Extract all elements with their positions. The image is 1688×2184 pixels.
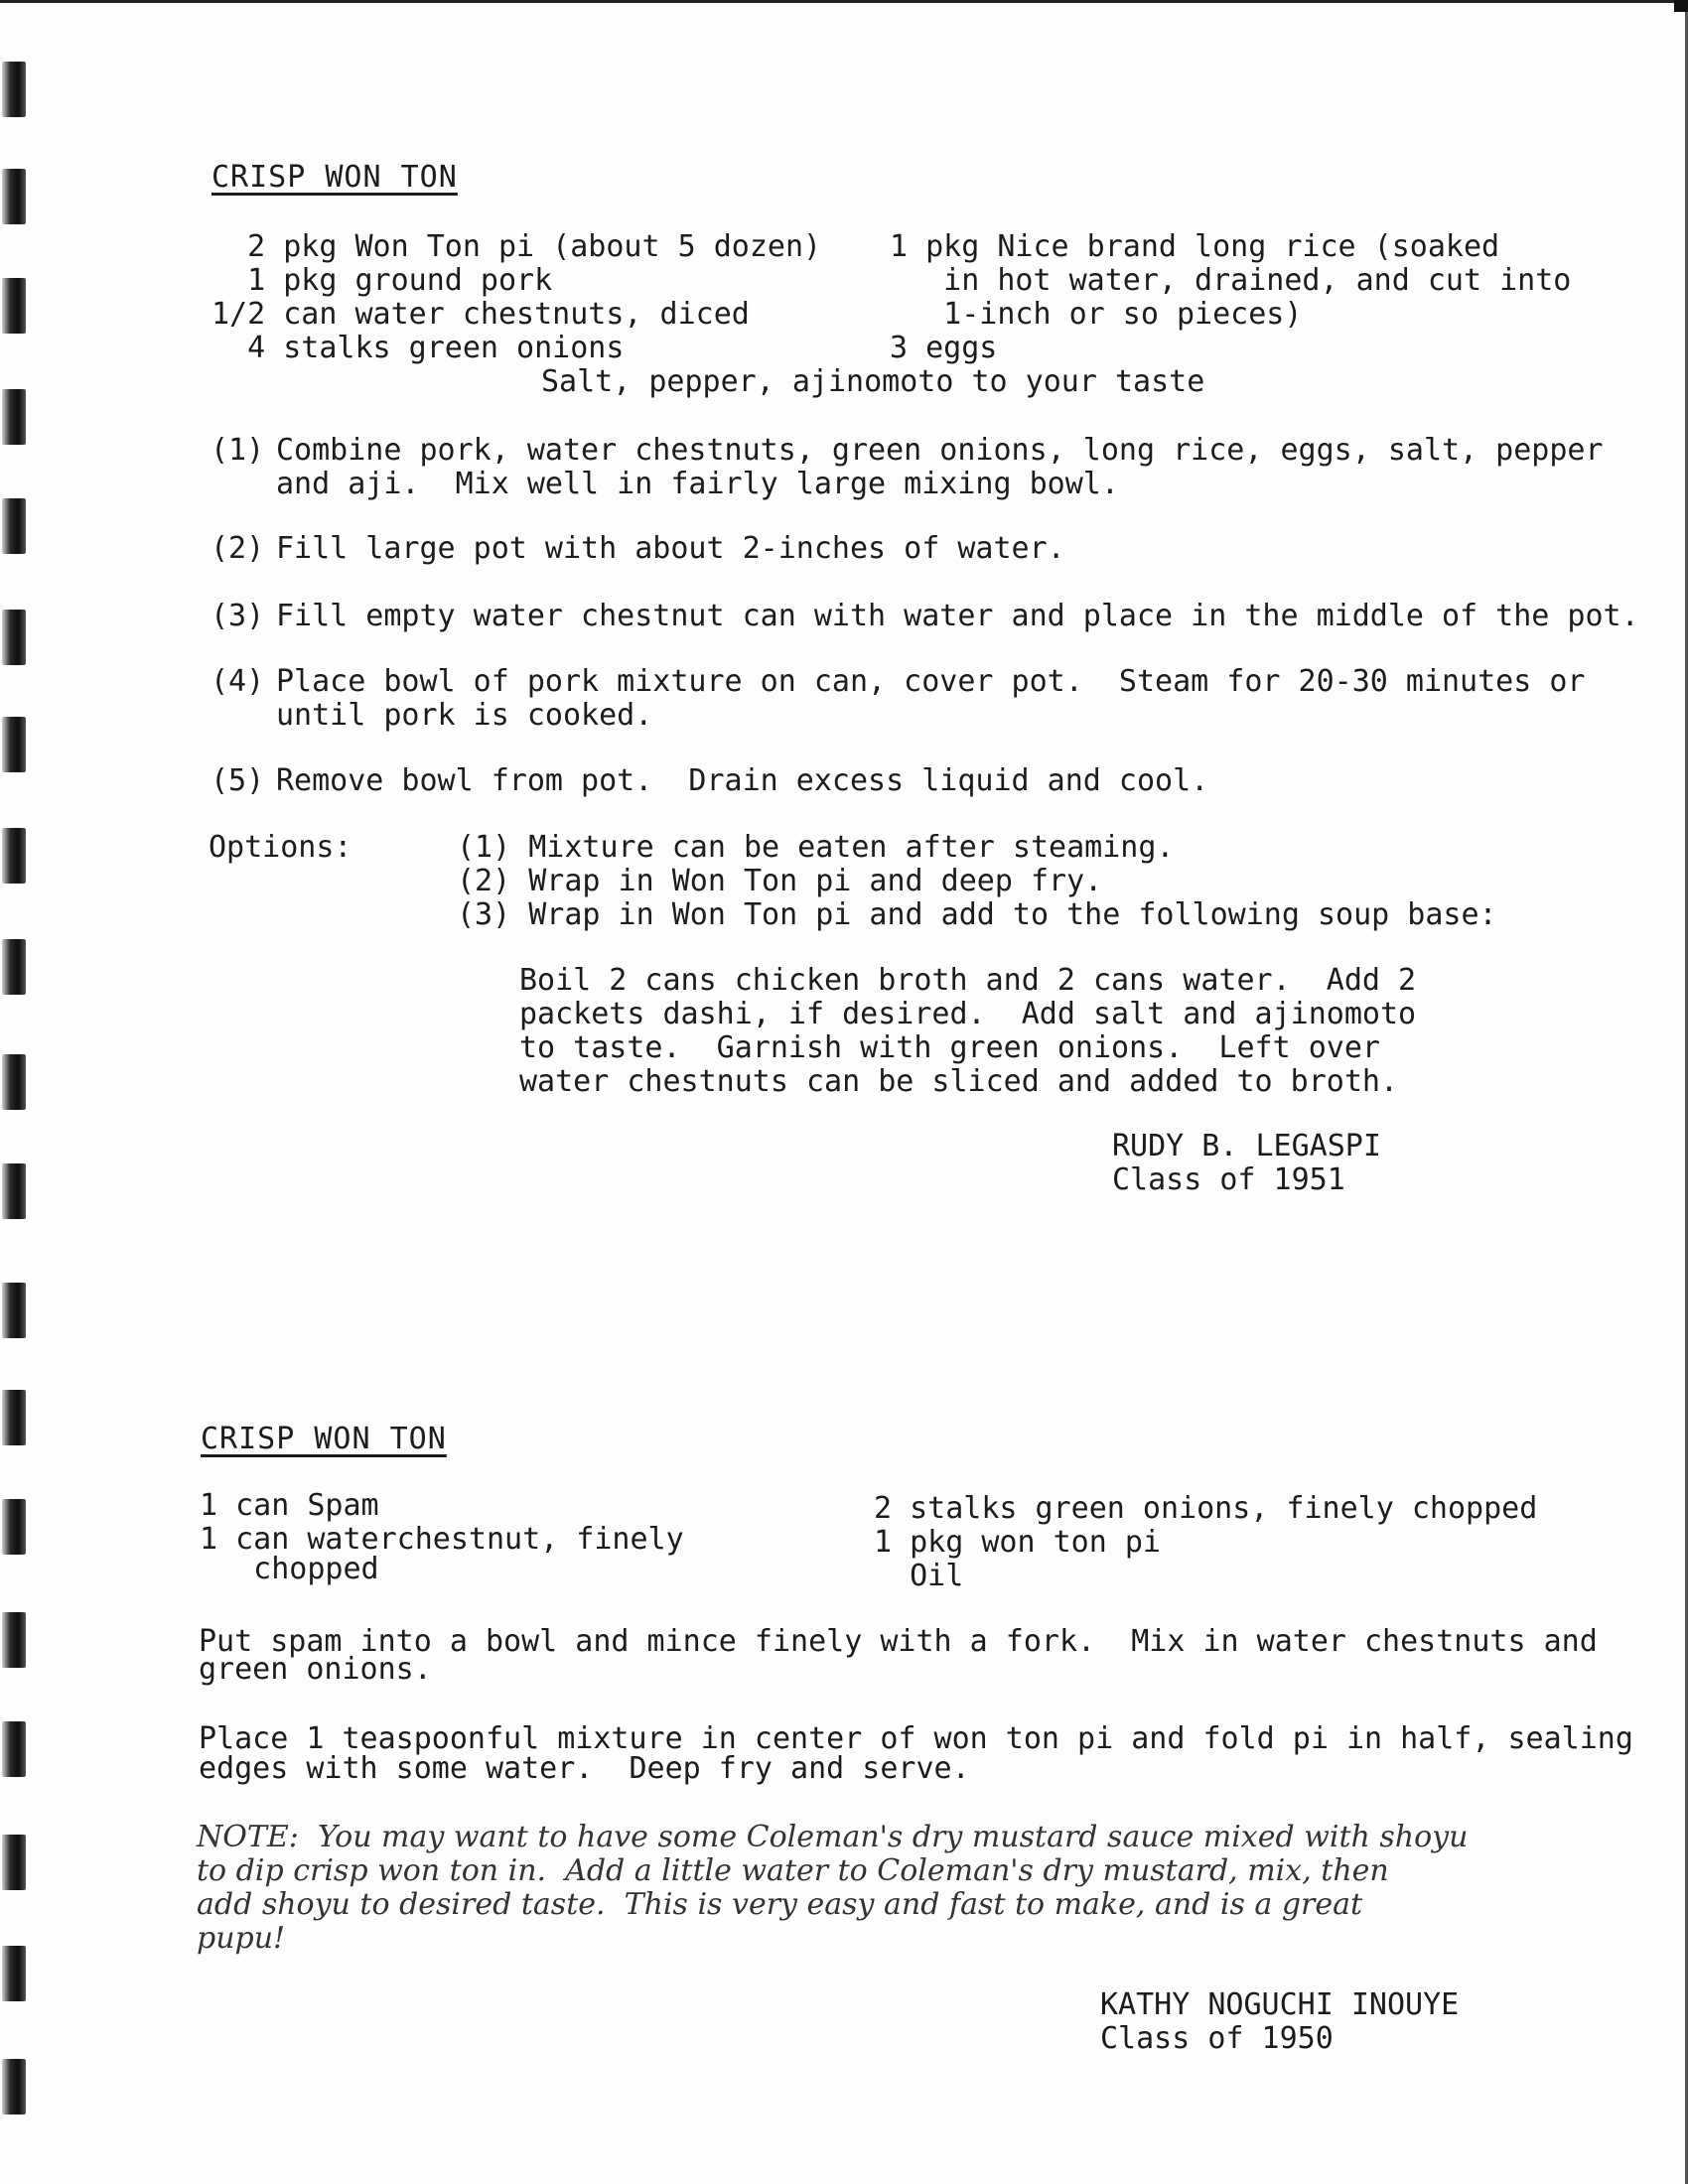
binding-hole: [2, 1283, 26, 1338]
ingredient-line: 3 eggs: [890, 331, 998, 365]
option-item: (1) Mixture can be eaten after steaming.: [457, 830, 1175, 865]
step-text: Remove bowl from pot. Drain excess liquid and cool.: [276, 763, 1209, 798]
ingredient-line: chopped: [200, 1552, 379, 1586]
recipe-title: CRISP WON TON: [211, 160, 458, 195]
binding-hole: [2, 498, 26, 554]
option-item: (3) Wrap in Won Ton pi and add to the following soup base:: [457, 897, 1497, 932]
binding-hole: [2, 2059, 26, 2115]
options-label: Options:: [209, 830, 352, 865]
ingredient-line: 1 pkg Nice brand long rice (soaked: [890, 229, 1500, 264]
soup-base-line: Boil 2 cans chicken broth and 2 cans water. Add 2: [519, 963, 1417, 998]
step-text: Place bowl of pork mixture on can, cover pot. Steam for 20-30 minutes or: [276, 664, 1586, 699]
note-line: add shoyu to desired taste. This is very easy and fast to make, and is a great: [197, 1887, 1363, 1922]
ingredient-line: 2 stalks green onions, finely chopped: [874, 1491, 1538, 1526]
binding-hole: [2, 1721, 26, 1777]
step-text: Combine pork, water chestnuts, green onions, long rice, eggs, salt, pepper: [276, 433, 1604, 468]
note-line: to dip crisp won ton in. Add a little water to Coleman's dry mustard, mix, then: [197, 1853, 1389, 1888]
binding-hole: [2, 610, 26, 665]
seasoning-line: Salt, pepper, ajinomoto to your taste: [541, 364, 1205, 399]
binding-hole: [2, 1390, 26, 1445]
binding-hole: [2, 1612, 26, 1668]
ingredient-line: 1/2 can water chestnuts, diced: [211, 297, 750, 332]
binding-hole: [2, 169, 26, 224]
ingredient-line: 2 pkg Won Ton pi (about 5 dozen): [211, 229, 822, 264]
binding-hole: [2, 828, 26, 884]
page-top-edge: [0, 0, 1688, 3]
step-number: (3): [211, 599, 265, 633]
option-item: (2) Wrap in Won Ton pi and deep fry.: [457, 864, 1103, 898]
step-number: (4): [211, 664, 265, 699]
binding-hole: [2, 389, 26, 445]
step-number: (1): [211, 433, 265, 468]
binding-hole: [2, 1054, 26, 1110]
note-line: NOTE: You may want to have some Coleman's dry mustard sauce mixed with shoyu: [197, 1820, 1469, 1854]
ingredient-line: Oil: [874, 1559, 964, 1593]
ingredient-line: 1 pkg won ton pi: [874, 1525, 1161, 1560]
soup-base-line: packets dashi, if desired. Add salt and ajinomoto: [519, 997, 1417, 1031]
step-number: (2): [211, 531, 265, 566]
binding-hole: [2, 717, 26, 772]
instruction-line: Place 1 teaspoonful mixture in center of won ton pi and fold pi in half, sealing: [199, 1721, 1633, 1756]
author-name: RUDY B. LEGASPI: [1112, 1129, 1381, 1163]
step-number: (5): [211, 763, 265, 798]
binding-hole: [2, 278, 26, 334]
binding-hole: [2, 62, 26, 117]
ingredient-line: 1 can Spam: [200, 1488, 379, 1523]
corner-mark: [1674, 0, 1688, 12]
ingredient-line: 1-inch or so pieces): [890, 297, 1303, 332]
binding-hole: [2, 1499, 26, 1555]
binding-hole: [2, 1946, 26, 2001]
binding-hole: [2, 1835, 26, 1890]
ingredient-line: 1 pkg ground pork: [211, 263, 553, 298]
author-class: Class of 1950: [1100, 2021, 1334, 2056]
ingredient-line: 4 stalks green onions: [211, 331, 625, 365]
note-line: pupu!: [197, 1921, 286, 1956]
recipe-title: CRISP WON TON: [201, 1422, 447, 1456]
step-text: Fill empty water chestnut can with water and place in the middle of the pot.: [276, 599, 1639, 633]
soup-base-line: water chestnuts can be sliced and added to broth.: [519, 1064, 1399, 1099]
author-class: Class of 1951: [1112, 1162, 1345, 1197]
soup-base-line: to taste. Garnish with green onions. Left over: [519, 1030, 1380, 1065]
step-text: Fill large pot with about 2-inches of water.: [276, 531, 1065, 566]
ingredient-line: in hot water, drained, and cut into: [890, 263, 1572, 298]
ingredient-line: 1 can waterchestnut, finely: [200, 1522, 684, 1557]
instruction-line: edges with some water. Deep fry and serve.: [199, 1751, 970, 1786]
step-text: until pork is cooked.: [276, 698, 653, 733]
instruction-line: Put spam into a bowl and mince finely with a fork. Mix in water chestnuts and: [199, 1624, 1598, 1659]
binding-hole: [2, 939, 26, 995]
author-name: KATHY NOGUCHI INOUYE: [1100, 1987, 1460, 2022]
step-text: and aji. Mix well in fairly large mixing bowl.: [276, 467, 1119, 501]
instruction-line: green onions.: [199, 1652, 432, 1687]
binding-hole: [2, 1163, 26, 1219]
